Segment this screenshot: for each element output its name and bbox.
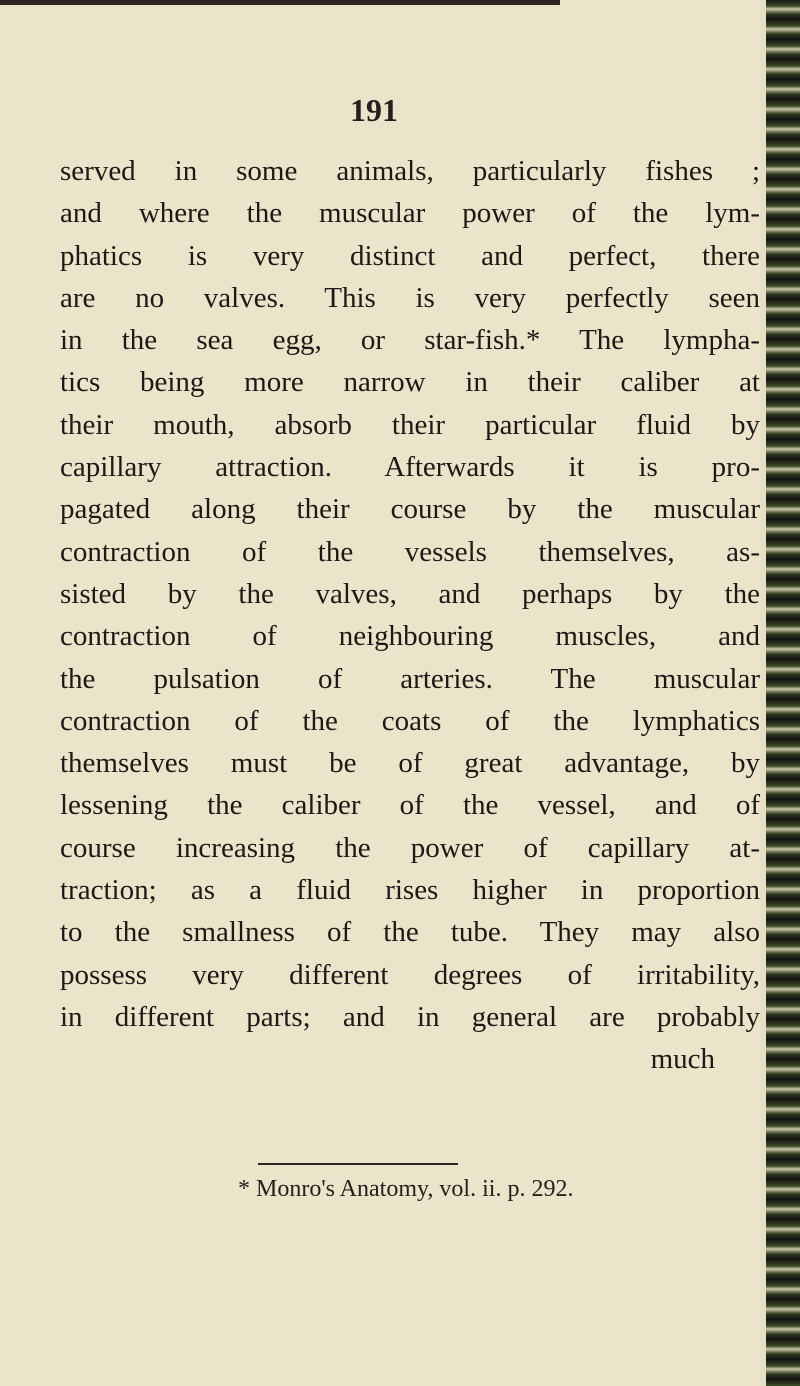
footnote: * Monro's Anatomy, vol. ii. p. 292. (238, 1176, 574, 1202)
body-text (60, 150, 760, 1081)
text-line: contraction of the coats of the lymphatics (60, 704, 760, 737)
text-line: contraction of neighbouring muscles, and (60, 620, 760, 653)
text-line: and where the muscular power of the lym- (60, 197, 760, 230)
text-line: lessening the caliber of the vessel, and of (60, 789, 760, 822)
page-number: 191 (350, 92, 398, 128)
text-line: course increasing the power of capillary at- (60, 831, 760, 864)
footnote-rule (258, 1163, 458, 1165)
book-binding-edge (760, 0, 800, 1386)
text-line: capillary attraction. Afterwards it is pro- (60, 451, 760, 484)
text-line: phatics is very distinct and perfect, there (60, 239, 760, 272)
text-line: in different parts; and in general are probably (60, 1000, 760, 1033)
text-line: sisted by the valves, and perhaps by the (60, 577, 760, 610)
text-line: tics being more narrow in their caliber at (60, 366, 760, 399)
text-line: to the smallness of the tube. They may also (60, 916, 760, 949)
text-line: are no valves. This is very perfectly seen (60, 281, 760, 314)
text-line: their mouth, absorb their particular fluid by (60, 408, 760, 441)
text-line: possess very different degrees of irritability, (60, 958, 760, 991)
text-line: the pulsation of arteries. The muscular (60, 662, 760, 695)
text-line: themselves must be of great advantage, by (60, 747, 760, 780)
text-line: served in some animals, particularly fishes ; (60, 155, 760, 187)
catchword: much (650, 1043, 715, 1076)
page-top-edge (0, 0, 560, 5)
text-line: contraction of the vessels themselves, as- (60, 535, 760, 568)
text-line: pagated along their course by the muscular (60, 493, 760, 526)
text-line: in the sea egg, or star-fish.* The lympha- (60, 324, 760, 357)
text-line: traction; as a fluid rises higher in proportion (60, 874, 760, 907)
